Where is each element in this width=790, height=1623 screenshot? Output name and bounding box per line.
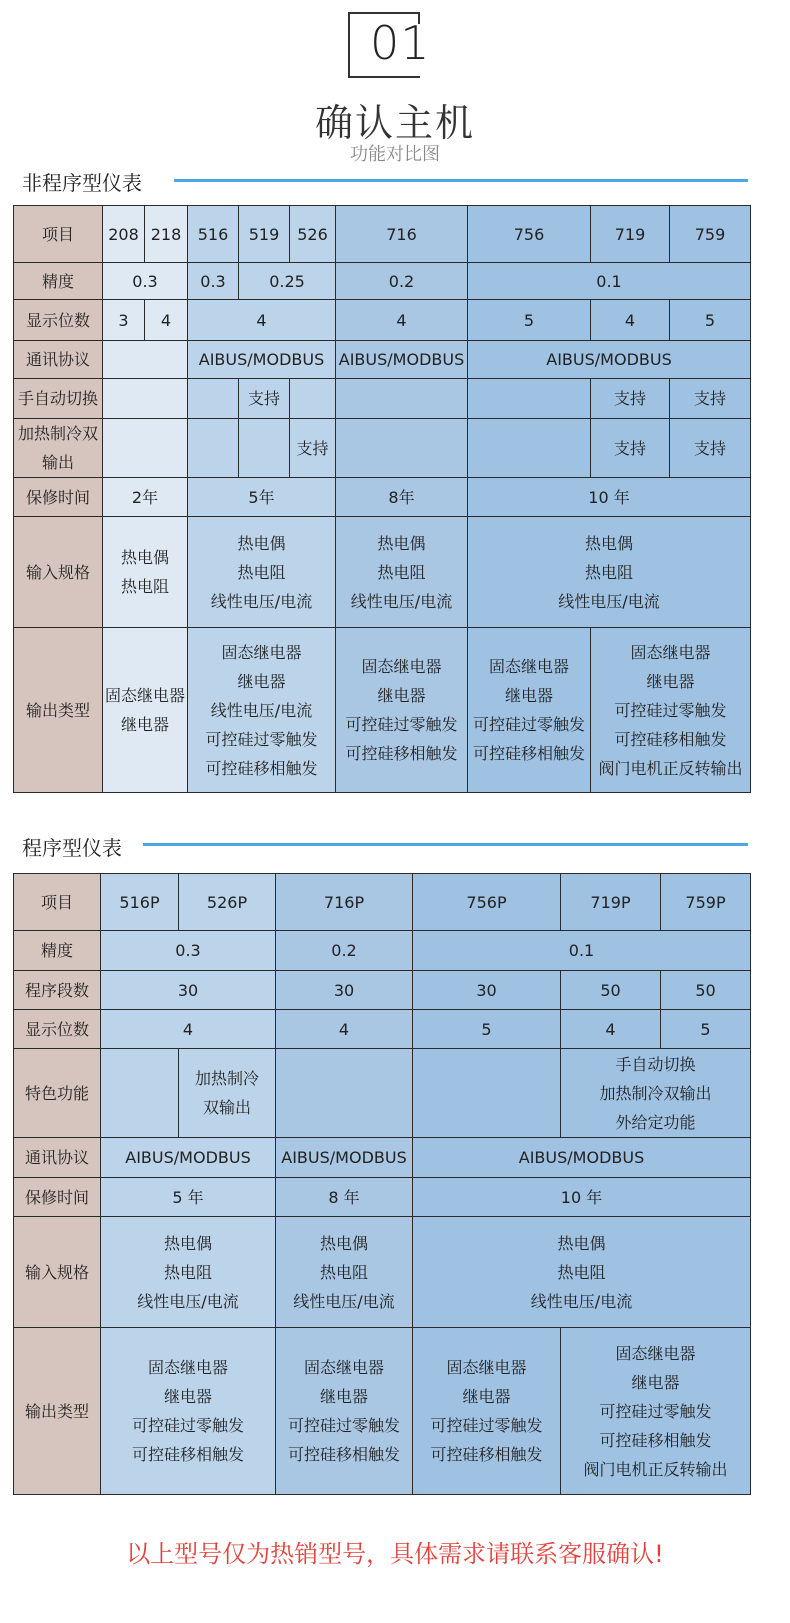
table-cell: AIBUS/MODBUS: [468, 341, 751, 379]
row-label: 加热制冷双输出: [14, 419, 103, 478]
model-cell: 526: [290, 206, 336, 263]
table-cell: 热电偶 热电阻 线性电压/电流: [276, 1217, 413, 1328]
table-cell: 5: [670, 300, 751, 341]
row-model: [14, 206, 751, 263]
section2-title: 程序型仪表: [22, 836, 122, 860]
table-cell: 10 年: [413, 1178, 751, 1217]
table-cell: 热电偶 热电阻 线性电压/电流: [468, 517, 751, 628]
row-precision: [14, 931, 751, 971]
table-cell: 固态继电器 继电器 可控硅过零触发 可控硅移相触发 阀门电机正反转输出: [591, 628, 751, 793]
table-cell: 50: [561, 971, 661, 1010]
row-features: [14, 1049, 751, 1138]
section-number: 01: [370, 16, 431, 70]
table-cell: 支持: [670, 419, 751, 478]
table-cell: 4: [276, 1010, 413, 1049]
table-cell: [336, 379, 468, 419]
section1-divider: [174, 179, 748, 182]
table-cell: 8 年: [276, 1178, 413, 1217]
table-cell: 4: [145, 300, 188, 341]
row-manual-auto: [14, 379, 751, 419]
table-cell: 4: [101, 1010, 276, 1049]
row-precision: [14, 263, 751, 300]
table-cell: [290, 379, 336, 419]
footer-note: 以上型号仅为热销型号，具体需求请联系客服确认!: [126, 1540, 664, 1568]
table-cell: 手自动切换 加热制冷双输出 外给定功能: [561, 1049, 751, 1138]
model-cell: 208: [103, 206, 145, 263]
row-label: 通讯协议: [14, 341, 103, 379]
model-cell: 716P: [276, 874, 413, 931]
row-warranty: [14, 1178, 751, 1217]
row-heat-cool: [14, 419, 751, 478]
row-segments: [14, 971, 751, 1010]
table-cell: AIBUS/MODBUS: [336, 341, 468, 379]
table-cell: [103, 419, 188, 478]
table-cell: [276, 1049, 413, 1138]
table-cell: 30: [101, 971, 276, 1010]
table-cell: [239, 419, 290, 478]
row-comm: [14, 1138, 751, 1178]
table-cell: [413, 1049, 561, 1138]
table-cell: 热电偶 热电阻: [103, 517, 188, 628]
row-digits: [14, 300, 751, 341]
table-cell: [101, 1049, 179, 1138]
row-input: [14, 1217, 751, 1328]
row-label: 输入规格: [14, 517, 103, 628]
table-cell: 固态继电器 继电器 可控硅过零触发 可控硅移相触发: [336, 628, 468, 793]
model-cell: 218: [145, 206, 188, 263]
model-cell: 756: [468, 206, 591, 263]
table-cell: 4: [188, 300, 336, 341]
table-cell: 5: [468, 300, 591, 341]
model-cell: 759: [670, 206, 751, 263]
table-cell: [103, 341, 188, 379]
table-cell: 0.3: [103, 263, 188, 300]
model-cell: 716: [336, 206, 468, 263]
model-cell: 759P: [661, 874, 751, 931]
table-cell: 热电偶 热电阻 线性电压/电流: [413, 1217, 751, 1328]
row-comm: [14, 341, 751, 379]
table-cell: [188, 419, 239, 478]
section1-title: 非程序型仪表: [22, 171, 142, 195]
table-cell: 0.1: [413, 931, 751, 971]
model-cell: 719P: [561, 874, 661, 931]
table-cell: 50: [661, 971, 751, 1010]
row-digits: [14, 1010, 751, 1049]
table-cell: 4: [336, 300, 468, 341]
row-label: 精度: [14, 263, 103, 300]
model-cell: 519: [239, 206, 290, 263]
model-cell: 516: [188, 206, 239, 263]
table-cell: 4: [591, 300, 670, 341]
row-label: 特色功能: [14, 1049, 101, 1138]
table-cell: 8年: [336, 478, 468, 517]
table-cell: [468, 419, 591, 478]
table-cell: 10 年: [468, 478, 751, 517]
row-label: 项目: [14, 206, 103, 263]
table-cell: 支持: [290, 419, 336, 478]
table-cell: 2年: [103, 478, 188, 517]
row-label: 显示位数: [14, 300, 103, 341]
table-cell: 0.25: [239, 263, 336, 300]
table-cell: AIBUS/MODBUS: [413, 1138, 751, 1178]
table-cell: 支持: [239, 379, 290, 419]
table-cell: 3: [103, 300, 145, 341]
table-cell: 固态继电器 继电器 可控硅过零触发 可控硅移相触发: [276, 1328, 413, 1495]
page-header: [0, 0, 790, 170]
table-cell: 支持: [591, 379, 670, 419]
row-warranty: [14, 478, 751, 517]
table-cell: [188, 379, 239, 419]
table-cell: 热电偶 热电阻 线性电压/电流: [188, 517, 336, 628]
row-label: 显示位数: [14, 1010, 101, 1049]
table-cell: 0.1: [468, 263, 751, 300]
table-cell: 固态继电器 继电器 可控硅过零触发 可控硅移相触发: [468, 628, 591, 793]
page-title: 确认主机: [314, 101, 475, 145]
table-cell: 5年: [188, 478, 336, 517]
table-cell: 0.3: [188, 263, 239, 300]
model-cell: 719: [591, 206, 670, 263]
table-cell: 热电偶 热电阻 线性电压/电流: [336, 517, 468, 628]
table-cell: 固态继电器 继电器 线性电压/电流 可控硅过零触发 可控硅移相触发: [188, 628, 336, 793]
row-label: 精度: [14, 931, 101, 971]
table-cell: 5: [413, 1010, 561, 1049]
section2-divider: [143, 843, 748, 846]
table-cell: AIBUS/MODBUS: [276, 1138, 413, 1178]
table-cell: [103, 379, 188, 419]
row-label: 通讯协议: [14, 1138, 101, 1178]
table-cell: 固态继电器 继电器 可控硅过零触发 可控硅移相触发 阀门电机正反转输出: [561, 1328, 751, 1495]
table-cell: 0.3: [101, 931, 276, 971]
table-cell: 4: [561, 1010, 661, 1049]
row-input: [14, 517, 751, 628]
row-label: 输入规格: [14, 1217, 101, 1328]
table-cell: 加热制冷 双输出: [179, 1049, 276, 1138]
row-label: 手自动切换: [14, 379, 103, 419]
row-label: 保修时间: [14, 478, 103, 517]
non-program-table: [13, 205, 751, 793]
table-cell: 热电偶 热电阻 线性电压/电流: [101, 1217, 276, 1328]
table-cell: 固态继电器 继电器 可控硅过零触发 可控硅移相触发: [413, 1328, 561, 1495]
model-cell: 756P: [413, 874, 561, 931]
table-cell: [468, 379, 591, 419]
row-output: [14, 1328, 751, 1495]
program-table: [13, 873, 751, 1495]
table-cell: 5: [661, 1010, 751, 1049]
table-cell: 5 年: [101, 1178, 276, 1217]
row-model: [14, 874, 751, 931]
table-cell: 30: [413, 971, 561, 1010]
model-cell: 516P: [101, 874, 179, 931]
row-label: 输出类型: [14, 1328, 101, 1495]
row-label: 程序段数: [14, 971, 101, 1010]
row-output: [14, 628, 751, 793]
table-cell: AIBUS/MODBUS: [101, 1138, 276, 1178]
table-cell: AIBUS/MODBUS: [188, 341, 336, 379]
row-label: 保修时间: [14, 1178, 101, 1217]
table-cell: 30: [276, 971, 413, 1010]
table-cell: 0.2: [276, 931, 413, 971]
table-cell: 支持: [670, 379, 751, 419]
row-label: 项目: [14, 874, 101, 931]
table-cell: 0.2: [336, 263, 468, 300]
table-cell: [336, 419, 468, 478]
table-cell: 固态继电器 继电器: [103, 628, 188, 793]
page-subtitle: 功能对比图: [350, 144, 440, 165]
row-label: 输出类型: [14, 628, 103, 793]
model-cell: 526P: [179, 874, 276, 931]
table-cell: 固态继电器 继电器 可控硅过零触发 可控硅移相触发: [101, 1328, 276, 1495]
table-cell: 支持: [591, 419, 670, 478]
